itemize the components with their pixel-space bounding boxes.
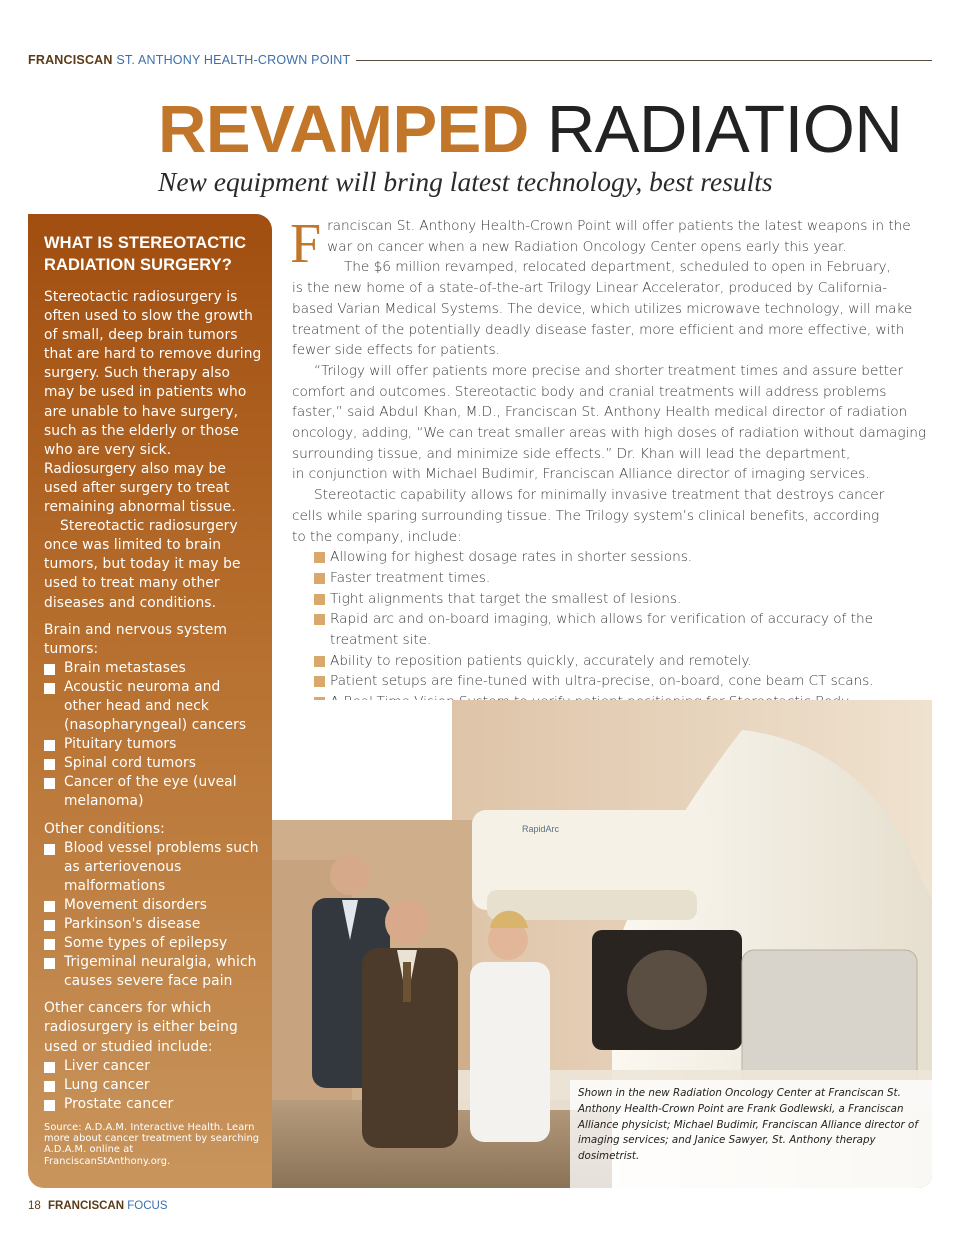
square-bullet-icon (44, 778, 55, 789)
list-item: Movement disorders (44, 896, 262, 915)
article-line: fewer side effects for patients. (292, 342, 500, 359)
article-line: to the company, include: (292, 528, 462, 545)
sidebar-source: Source: A.D.A.M. Interactive Health. Learn more about cancer treatment by searching A.D.A.M. online at FranciscanStAnthony.org. (44, 1121, 260, 1167)
list-item: Cancer of the eye (uveal melanoma) (44, 773, 262, 811)
square-bullet-icon (314, 594, 325, 605)
photo-caption: Shown in the new Radiation Oncology Center at Franciscan St. Anthony Health-Crown Point are Frank Godlewski, a Franciscan Alliance physicist; Michael Budimir, Franciscan Alliance director of imaging services; and Janice Sawyer, St. Anthony therapy dosimetrist. (570, 1080, 932, 1188)
drop-cap: F (290, 213, 322, 275)
headline (158, 90, 938, 170)
square-bullet-icon (44, 1081, 55, 1092)
sidebar-group-heading: Brain and nervous system tumors: (44, 621, 228, 657)
list-item: Ability to reposition patients quickly, accurately and remotely. (292, 651, 932, 672)
list-item: Trigeminal neuralgia, which causes severe face pain (44, 953, 262, 991)
article-line: oncology, adding, “We can treat smaller areas with high doses of radiation without damaging (292, 425, 927, 442)
square-bullet-icon (44, 740, 55, 751)
square-bullet-icon (314, 573, 325, 584)
sidebar-group-heading: Other cancers for which radiosurgery is either being used or studied include: (44, 1000, 238, 1055)
person-body (470, 962, 550, 1142)
square-bullet-icon (44, 939, 55, 950)
page-footer (28, 1200, 167, 1212)
list-item: Spinal cord tumors (44, 754, 262, 773)
square-bullet-icon (44, 920, 55, 931)
list-item: Allowing for highest dosage rates in shorter sessions. (292, 547, 932, 568)
square-bullet-icon (44, 1100, 55, 1111)
article-line: ranciscan St. Anthony Health-Crown Point will offer patients the latest weapons in the (327, 218, 911, 234)
publication-brand (28, 53, 350, 67)
sidebar-list-tumors (44, 659, 262, 812)
article-line: in conjunction with Michael Budimir, Franciscan Alliance director of imaging services. (292, 466, 870, 483)
masthead (28, 52, 932, 68)
sidebar-list-cancers (44, 1057, 262, 1114)
square-bullet-icon (44, 958, 55, 969)
article-line: is the new home of a state-of-the-art Trilogy Linear Accelerator, produced by California- (292, 280, 888, 297)
list-item: Faster treatment times. (292, 568, 932, 589)
header-rule (356, 60, 932, 61)
article-line: war on cancer when a new Radiation Oncology Center opens early this year. (327, 238, 847, 255)
headline-plain: RADIATION (546, 92, 903, 167)
square-bullet-icon (314, 676, 325, 687)
article-line: treatment of the potentially deadly disease faster, more efficient and more effective, with (292, 321, 905, 338)
footer-brand-bold: FRANCISCAN (48, 1200, 125, 1212)
sidebar-group-heading: Other conditions: (44, 820, 165, 837)
list-item: Lung cancer (44, 1076, 262, 1095)
square-bullet-icon (314, 552, 325, 563)
article-line: cells while sparing surrounding tissue. The Trilogy system’s clinical benefits, according (292, 507, 880, 524)
sidebar-para-1: Stereotactic radiosurgery is often used to slow the growth of small, deep brain tumors that are hard to remove during surgery. Such therapy also may be used in patients who are unable to have surgery, such as the elderly or those who are very sick. Radiosurgery also may be used after surgery to treat remaining abnormal tissue. (44, 289, 262, 516)
list-item: Brain metastases (44, 659, 262, 678)
brand-rest: ST. ANTHONY HEALTH-CROWN POINT (116, 53, 351, 67)
sidebar-box (28, 214, 272, 1188)
list-item: Some types of epilepsy (44, 934, 262, 953)
article-line: Stereotactic capability allows for minimally invasive treatment that destroys cancer (314, 487, 885, 504)
sidebar-list-conditions (44, 839, 262, 992)
list-item: Acoustic neuroma and other head and neck (nasopharyngeal) cancers (44, 678, 262, 735)
article-line: The $6 million revamped, relocated department, scheduled to open in February, (344, 259, 891, 276)
square-bullet-icon (44, 759, 55, 770)
sidebar-para-2: Stereotactic radiosurgery once was limited to brain tumors, but today it may be used to treat many other diseases and conditions. (44, 518, 241, 611)
footer-brand-rest: FOCUS (127, 1200, 168, 1212)
list-item: Blood vessel problems such as arteriovenous malformations (44, 839, 262, 896)
person-head (330, 855, 370, 895)
list-item: Patient setups are fine-tuned with ultra-precise, on-board, cone beam CT scans. (292, 671, 932, 692)
square-bullet-icon (314, 656, 325, 667)
list-item: Prostate cancer (44, 1095, 262, 1114)
list-item: Rapid arc and on-board imaging, which allows for verification of accuracy of the treatment site. (292, 609, 932, 650)
subheadline: New equipment will bring latest technology, best results (158, 166, 773, 197)
article-line: surrounding tissue, and minimize side effects.” Dr. Khan will lead the department, (292, 445, 851, 462)
list-item: Tight alignments that target the smallest of lesions. (292, 589, 932, 610)
person-head (385, 900, 429, 944)
article-line: “Trilogy will offer patients more precise and shorter treatment times and assure better (314, 362, 903, 379)
square-bullet-icon (44, 844, 55, 855)
square-bullet-icon (44, 1062, 55, 1073)
square-bullet-icon (44, 901, 55, 912)
headline-accent: REVAMPED (158, 92, 529, 167)
brand-bold: FRANCISCAN (28, 53, 113, 67)
machine-label: RapidArc (522, 824, 560, 834)
article-line: faster,” said Abdul Khan, M.D., Franciscan St. Anthony Health medical director of radiation (292, 404, 908, 421)
list-item: Pituitary tumors (44, 735, 262, 754)
article-line: comfort and outcomes. Stereotactic body and cranial treatments will address problems (292, 383, 887, 400)
list-item: Parkinson's disease (44, 915, 262, 934)
square-bullet-icon (44, 683, 55, 694)
page-number: 18 (28, 1200, 41, 1212)
square-bullet-icon (44, 664, 55, 675)
sidebar-heading: WHAT IS STEREOTACTIC RADIATION SURGERY? (44, 234, 247, 274)
list-item: Liver cancer (44, 1057, 262, 1076)
article-line: based Varian Medical Systems. The device, which utilizes microwave technology, will make (292, 300, 913, 317)
square-bullet-icon (314, 614, 325, 625)
